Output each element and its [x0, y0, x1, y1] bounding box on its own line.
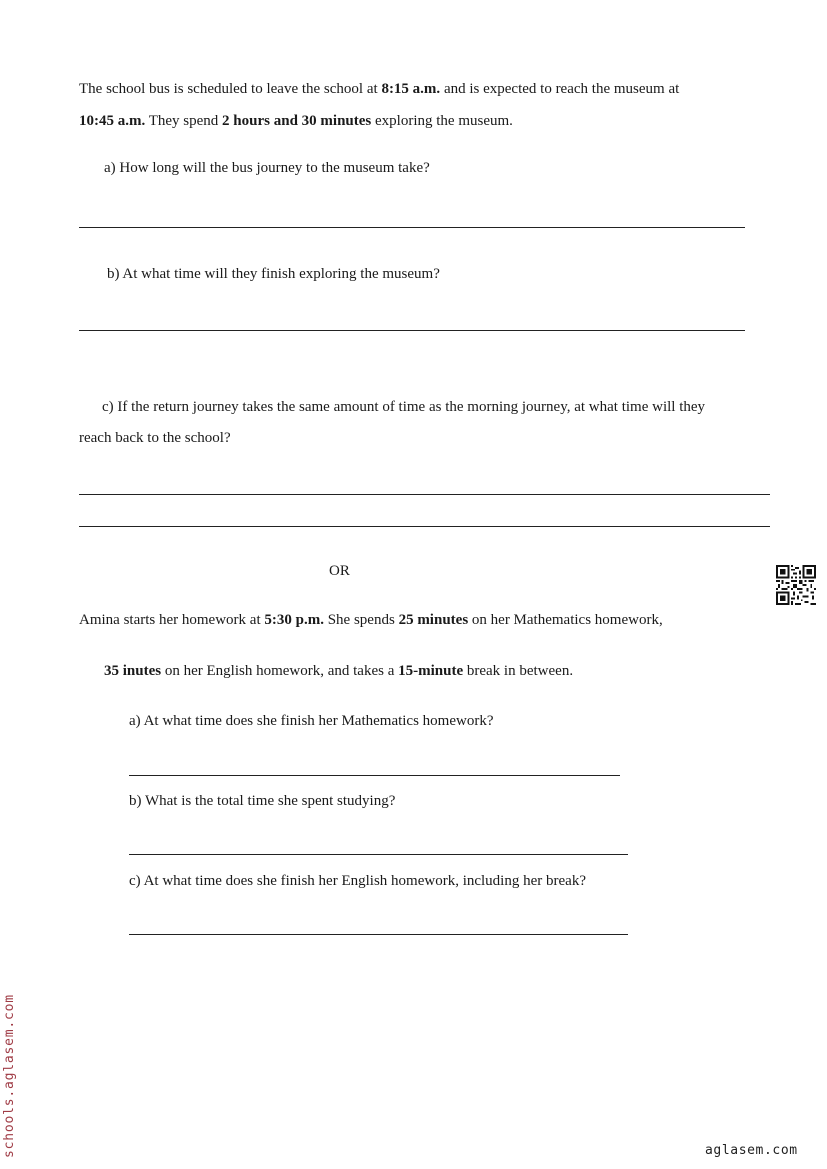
problem1-question-c-line1: c) If the return journey takes the same amount of time as the morning journey, at what time will they — [102, 399, 706, 415]
problem1-intro-line2: 10:45 a.m. They spend 2 hours and 30 minutes exploring the museum. — [79, 113, 513, 129]
corner-watermark: aglasem.com — [705, 1143, 798, 1158]
problem2-intro-line1: Amina starts her homework at 5:30 p.m. She spends 25 minutes on her Mathematics homework, — [79, 612, 663, 628]
or-separator: OR — [329, 563, 350, 579]
answer-line — [79, 227, 745, 228]
side-watermark: schools.aglasem.com — [2, 994, 17, 1158]
problem2-question-b: b) What is the total time she spent studying? — [129, 793, 396, 809]
problem2-intro-line2: 35 inutes on her English homework, and takes a 15-minute break in between. — [104, 663, 574, 679]
answer-line — [129, 775, 620, 776]
problem2-question-a: a) At what time does she finish her Mathematics homework? — [129, 713, 494, 729]
problem1-question-b: b) At what time will they finish exploring the museum? — [107, 266, 440, 282]
problem1-question-c-line2: reach back to the school? — [79, 430, 231, 446]
answer-line — [79, 330, 745, 331]
problem2-question-c: c) At what time does she finish her English homework, including her break? — [129, 873, 586, 889]
answer-line — [129, 854, 628, 855]
answer-line — [129, 934, 628, 935]
answer-line — [79, 526, 770, 527]
answer-line — [79, 494, 770, 495]
qr-code-icon — [776, 565, 816, 605]
problem1-question-a: a) How long will the bus journey to the museum take? — [104, 160, 430, 176]
problem1-intro-line1: The school bus is scheduled to leave the school at 8:15 a.m. and is expected to reach the museum at — [79, 81, 680, 97]
